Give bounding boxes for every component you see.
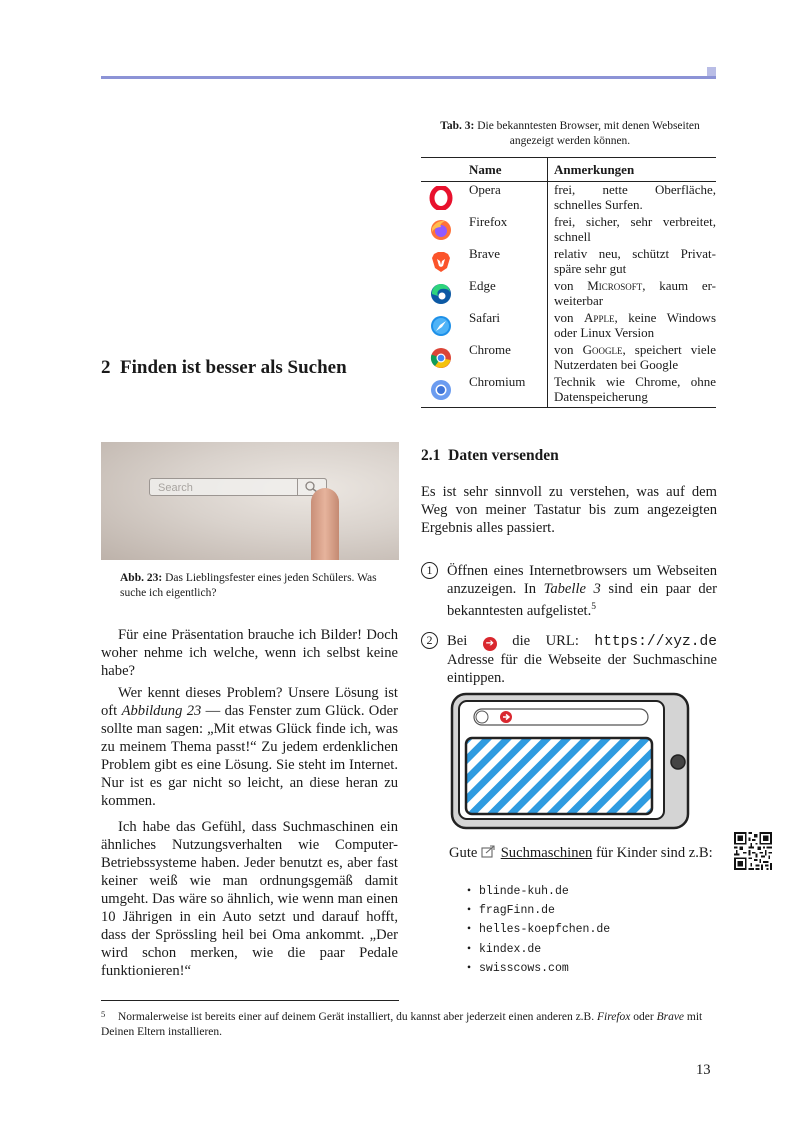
subsection-number: 2.1 (421, 447, 441, 464)
list-item[interactable]: • kindex.de (467, 940, 610, 959)
browser-notes: von Microsoft, kaum er-weiterbar (554, 277, 716, 308)
browser-notes: relativ neu, schützt Privat-späre sehr gut (554, 245, 716, 276)
browser-illustration (450, 692, 692, 830)
section-number: 2 (101, 357, 111, 378)
section-heading (101, 357, 347, 379)
table-row (421, 181, 716, 214)
list-item[interactable]: • swisscows.com (467, 959, 610, 978)
search-engines-link[interactable]: Suchmaschinen (500, 845, 593, 861)
table-header-row (421, 158, 716, 182)
engines-intro: Gute Suchmaschinen für Kinder sind z.B: (449, 845, 713, 861)
table-row (421, 246, 716, 278)
column-header-notes: Anmerkungen (548, 158, 717, 182)
figure-caption-label: Abb. 23: (120, 572, 163, 584)
header-rule (101, 76, 716, 79)
browser-name: Brave (465, 246, 548, 278)
table-reference[interactable]: Tabelle 3 (543, 581, 601, 597)
chrome-icon (429, 346, 453, 370)
external-link-icon (481, 844, 497, 858)
footnote-rule (101, 1000, 399, 1001)
browser-notes: frei, nette Oberfläche, schnelles Surfen. (554, 181, 716, 212)
photo-search-bar: Search (149, 478, 327, 496)
paragraph: Es ist sehr sinnvoll zu verstehen, was auf dem Weg von meiner Tastatur bis zum angezeigten Ergebnis alles passiert. (421, 484, 717, 536)
list-item[interactable]: • helles-koepfchen.de (467, 920, 610, 939)
list-item[interactable]: • fragFinn.de (467, 901, 610, 920)
paragraph: Für eine Präsentation brauche ich Bilder! Doch woher nehme ich welche, wenn ich selbst keine habe? (101, 627, 398, 679)
qr-code[interactable] (734, 832, 772, 870)
chromium-icon (429, 378, 453, 402)
step-number: 2 (421, 632, 438, 649)
paragraph: Wer kennt dieses Problem? Unsere Lösung ist oft Abbildung 23 — das Fenster zum Glück. Oder sollte man sagen: „Mit etwas Glück finde ich, was zu meinem Thema passt!“ Zu jedem erdenklichen Problem gibt es eine Lösung. Sie steht im Internet. Nur ist es gar nicht so leicht, an diese heran zu kommen. (101, 685, 398, 809)
url-text: https://xyz.de (594, 634, 717, 650)
table-caption-text: Die bekanntesten Browser, mit denen Webseiten angezeigt werden können. (477, 120, 700, 147)
subsection-heading (421, 447, 559, 465)
figure-caption-text: Das Lieblingsfester eines jeden Schülers. Was suche ich eigentlich? (120, 572, 377, 599)
table-caption (425, 119, 715, 149)
step-item: 2 Bei ➔ die URL: https://xyz.de Adresse für die Webseite der Suchmaschine eintippen. (421, 632, 717, 687)
header-marker (707, 67, 716, 76)
opera-icon (429, 186, 453, 210)
page-number: 13 (696, 1062, 711, 1078)
browser-name: Chromium (465, 374, 548, 408)
figure-caption (120, 571, 382, 601)
paragraph: Ich habe das Gefühl, dass Suchmaschinen ein ähnliches Nutzungsverhalten wie Computer-Betriebssysteme haben. Jeder benutzt es, aber fast keiner weiß wie man ordnungsgemäß damit umgeht. Das wäre so ähnlich, wie wenn man einen 10 Jährigen in ein Auto setzt und darauf hofft, dass der Sprössling heil bei Oma ankommt. „Der wird schon merken, wie die paar Pedale funktionieren!“ (101, 819, 398, 979)
table-caption-label: Tab. 3: (440, 120, 475, 132)
browser-notes: frei, sicher, sehr verbreitet, schnell (554, 213, 716, 244)
footnote: 5 Normalerweise ist bereits einer auf deinem Gerät installiert, du kannst aber jederzeit einen anderen z.B. Firefox oder Brave mit Deinen Eltern installieren. (101, 1009, 703, 1038)
subsection-title-text: Daten versenden (448, 447, 559, 464)
photo-finger (311, 488, 339, 560)
brave-icon (429, 250, 453, 274)
browser-table (421, 157, 716, 408)
section-title-text: Finden ist besser als Suchen (120, 357, 347, 378)
table-row (421, 214, 716, 246)
search-engine-list (467, 882, 610, 978)
browser-name: Opera (465, 181, 548, 214)
step-number: 1 (421, 562, 438, 579)
browser-notes: von Apple, keine Windows oder Linux Version (554, 309, 717, 340)
table-row (421, 310, 716, 342)
table-row (421, 342, 716, 374)
arrow-right-icon: ➔ (483, 637, 497, 651)
browser-notes: von Google, speichert viele Nutzerdaten bei Google (554, 341, 717, 372)
edge-icon (429, 282, 453, 306)
list-item[interactable]: • blinde-kuh.de (467, 882, 610, 901)
search-photo (101, 442, 399, 560)
figure-reference[interactable]: Abbildung 23 (121, 703, 202, 719)
table-row (421, 374, 716, 408)
table-row (421, 278, 716, 310)
browser-name: Safari (465, 310, 548, 342)
safari-icon (429, 314, 453, 338)
browser-notes: Technik wie Chrome, ohne Datenspeicherung (548, 374, 717, 408)
browser-name: Firefox (465, 214, 548, 246)
step-item: 1 Öffnen eines Internetbrowsers um Webseiten anzuzeigen. In Tabelle 3 sind ein paar der bekanntesten aufgelistet.$^5$ (421, 562, 717, 620)
footnote-mark: 5 (101, 1009, 106, 1019)
column-header-name: Name (465, 158, 548, 182)
footnote-ref[interactable]: 5 (591, 602, 597, 612)
firefox-icon (429, 218, 453, 242)
browser-name: Chrome (465, 342, 548, 374)
browser-name: Edge (465, 278, 548, 310)
